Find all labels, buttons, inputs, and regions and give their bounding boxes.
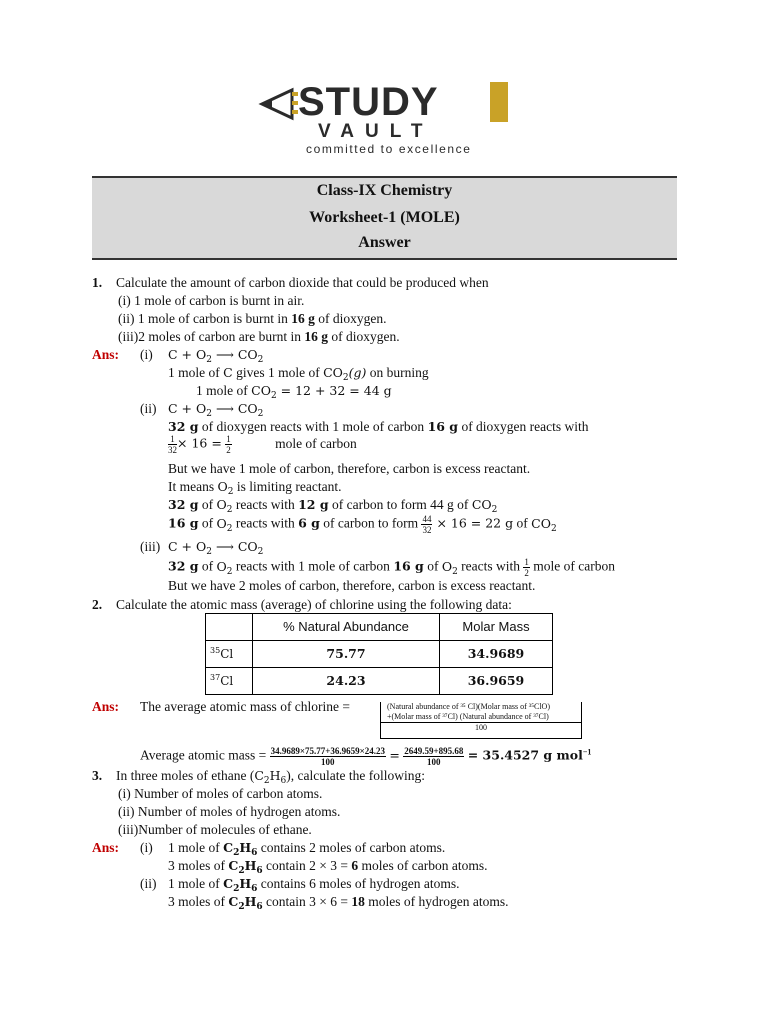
fraction-1-2: $\frac{1}{2}$: [226, 434, 231, 455]
q2-number: 2.: [92, 597, 103, 612]
q2-ans-text: The average atomic mass of chlorine =: [140, 699, 351, 714]
table-row: [206, 641, 553, 668]
q3-ans-ii-line2: 3 moles of $C_2H_6$ contain 3 × 6 = 18 moles of hydrogen atoms.: [168, 894, 509, 912]
q1-ans-label: Ans:: [92, 347, 120, 362]
q1-number: 1.: [92, 275, 103, 290]
q3-part-iii: (iii)Number of molecules of ethane.: [118, 822, 312, 837]
q1-eq-1: $C + O_2$ ⟶ $CO_2$: [168, 347, 264, 365]
q2-avg-formula: Average atomic mass = $\frac{34.9689\times 75.77+36.9659\times 24.23}{100}$ = $\frac{2649.59+895.68}{100}$ = 35.4527 g mol$^{-1}$: [140, 746, 592, 767]
header-worksheet: Worksheet-1 (MOLE): [309, 209, 460, 226]
q1-text: Calculate the amount of carbon dioxide that could be produced when: [116, 275, 489, 290]
q1-ans-ii-line4: It means $O_2$ is limiting reactant.: [168, 479, 342, 497]
q2-text: Calculate the atomic mass (average) of chlorine using the following data:: [116, 597, 512, 612]
fraction-44-32: $\frac{44}{32}$: [422, 514, 432, 535]
study-vault-logo: [258, 80, 508, 160]
molar-mass-cell: 34.9689: [440, 641, 553, 668]
chlorine-isotope-table: [205, 613, 553, 695]
q3-part-ii: (ii) Number of moles of hydrogen atoms.: [118, 804, 341, 819]
q3-number: 3.: [92, 768, 103, 783]
q1-ans-iii-line1: 32 g of $O_2$ reacts with 1 mole of carbon 16 g of $O_2$ reacts with $\frac{1}{2}$ mole of carbon: [168, 557, 615, 578]
isotope-cell: $^{35}$Cl: [206, 641, 253, 668]
q3-ans-i-label: (i): [140, 840, 153, 855]
q3-ans-label: Ans:: [92, 840, 120, 855]
q2-ans-label: Ans:: [92, 699, 120, 714]
q1-ans-i-label: (i): [140, 347, 153, 362]
abundance-cell: 24.23: [253, 668, 440, 695]
abundance-cell: 75.77: [253, 641, 440, 668]
logo-word-vault: VAULT: [318, 121, 434, 142]
q3-part-i: (i) Number of moles of carbon atoms.: [118, 786, 323, 801]
isotope-cell: $^{37}$Cl: [206, 668, 253, 695]
q1-ans-i-line2: 1 mole of $CO_2 = 12 + 32 = 44$ g: [196, 383, 392, 401]
q1-part-i: (i) 1 mole of carbon is burnt in air.: [118, 293, 305, 308]
header-answer: Answer: [358, 234, 411, 251]
q1-eq-2: $C + O_2$ ⟶ $CO_2$: [168, 401, 264, 419]
logo-gold-bar-icon: [490, 82, 508, 122]
q1-ans-ii-line6: 16 g of $O_2$ reacts with 6 g of carbon to form $\frac{44}{32}$ × 16 = 22 g of $CO_2$: [168, 514, 557, 535]
pencil-tip-icon: [258, 86, 298, 126]
table-row: [206, 668, 553, 695]
table-header-cell: [206, 614, 253, 641]
q1-ans-ii-line2: $\frac{1}{32}$ × 16 = $\frac{1}{2}$ mole of carbon: [168, 434, 357, 455]
table-header-cell: Molar Mass: [440, 614, 553, 641]
q1-ans-ii-line5: 32 g of $O_2$ reacts with 12 g of carbon to form 44 g of $CO_2$: [168, 497, 498, 515]
q3-ans-ii-line1: 1 mole of $C_2H_6$ contains 6 moles of hydrogen atoms.: [168, 876, 460, 894]
q3-text: In three moles of ethane $(C_2H_6)$, calculate the following:: [116, 768, 425, 786]
worksheet-header: [92, 176, 677, 260]
logo-tagline: committed to excellence: [306, 142, 472, 156]
q1-part-iii: (iii)2 moles of carbon are burnt in 16 g of dioxygen.: [118, 329, 400, 344]
q3-ans-i-line1: 1 mole of $C_2H_6$ contains 2 moles of carbon atoms.: [168, 840, 446, 858]
q3-ans-ii-label: (ii): [140, 876, 157, 891]
logo-word-study: STUDY: [298, 80, 439, 124]
q1-ans-iii-label: (iii): [140, 539, 161, 554]
q1-ans-ii-line3: But we have 1 mole of carbon, therefore, carbon is excess reactant.: [168, 461, 531, 476]
q1-ans-i-line1: 1 mole of C gives 1 mole of $CO_2(g)$ on burning: [168, 365, 429, 383]
fraction-1-32: $\frac{1}{32}$: [168, 434, 177, 455]
table-header-cell: % Natural Abundance: [253, 614, 440, 641]
q1-ans-iii-line2: But we have 2 moles of carbon, therefore, carbon is excess reactant.: [168, 578, 536, 593]
table-header-row: [206, 614, 553, 641]
q3-ans-i-line2: 3 moles of $C_2H_6$ contain 2 × 3 = 6 moles of carbon atoms.: [168, 858, 488, 876]
molar-mass-cell: 36.9659: [440, 668, 553, 695]
avg-mass-bracket-formula: (Natural abundance of ³⁵ Cl)(Molar mass of ³⁵ClO) +(Molar mass of ³⁷Cl) (Natural abundance of ³⁷Cl) 100: [380, 702, 582, 739]
q1-eq-3: $C + O_2$ ⟶ $CO_2$: [168, 539, 264, 557]
header-class: Class-IX Chemistry: [316, 182, 453, 199]
q1-ans-ii-label: (ii): [140, 401, 157, 416]
q1-part-ii: (ii) 1 mole of carbon is burnt in 16 g of dioxygen.: [118, 311, 387, 326]
q1-ans-ii-line1: 32 g of dioxygen reacts with 1 mole of carbon 16 g of dioxygen reacts with: [168, 419, 589, 434]
